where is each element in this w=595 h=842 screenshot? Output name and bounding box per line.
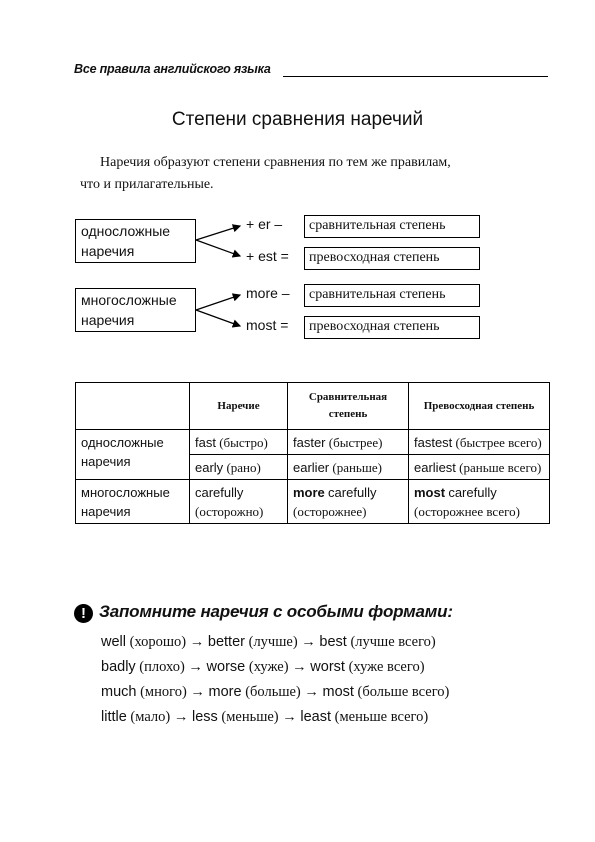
table-header-cell: Сравнительная степень xyxy=(288,383,409,430)
table-group-cell: односложные наречия xyxy=(76,430,190,480)
table-cell-comparative: earlier (раньше) xyxy=(288,455,409,480)
diagram-result-box: превосходная степень xyxy=(304,247,480,270)
remember-title: Запомните наречия с особыми формами: xyxy=(99,602,453,621)
table-row xyxy=(76,430,550,455)
table-header-row xyxy=(76,383,550,430)
list-item: well (хорошо) → better (лучше) → best (лучше всего) xyxy=(101,634,436,650)
exclamation-icon: ! xyxy=(74,604,93,623)
table-cell-comparative: faster (быстрее) xyxy=(288,430,409,455)
diagram-marker: most = xyxy=(246,317,289,333)
table-header-cell: Превосходная степень xyxy=(409,383,550,430)
table-header-cell: Наречие xyxy=(190,383,288,430)
comparison-table xyxy=(75,382,550,524)
list-item: badly (плохо) → worse (хуже) → worst (хуже всего) xyxy=(101,659,425,675)
diagram-marker: + est = xyxy=(246,248,289,264)
table-cell-adverb: fast (быстро) xyxy=(190,430,288,455)
diagram-group-label: односложные xyxy=(81,223,171,239)
intro-line-1: Наречия образуют степени сравнения по тем же правилам, xyxy=(100,155,451,170)
list-item: little (мало) → less (меньше) → least (меньше всего) xyxy=(101,709,429,725)
table-cell-adverb: early (рано) xyxy=(190,455,288,480)
list-item: much (много) → more (больше) → most (больше всего) xyxy=(101,684,450,700)
header-rule xyxy=(283,76,548,77)
running-head: Все правила английского языка xyxy=(74,62,271,76)
table-cell-superlative: most carefully (осторожнее всего) xyxy=(409,480,550,524)
diagram-group-label: наречия xyxy=(81,312,135,328)
diagram-group-box xyxy=(75,219,196,263)
intro-line-2: что и прилагательные. xyxy=(80,177,214,192)
table-header-cell xyxy=(76,383,190,430)
diagram-result-box: сравнительная степень xyxy=(304,215,480,238)
diagram-group-label: наречия xyxy=(81,243,135,259)
table-cell-adverb: carefully (осторожно) xyxy=(190,480,288,524)
table-cell-comparative: more carefully (осторожнее) xyxy=(288,480,409,524)
table-group-cell: многосложные наречия xyxy=(76,480,190,524)
table-row xyxy=(76,480,550,524)
table-cell-superlative: fastest (быстрее всего) xyxy=(409,430,550,455)
diagram-result-box: превосходная степень xyxy=(304,316,480,339)
page-title: Степени сравнения наречий xyxy=(171,109,424,130)
diagram-marker: more – xyxy=(246,285,290,301)
table-cell-superlative: earliest (раньше всего) xyxy=(409,455,550,480)
diagram-group-label: многосложные xyxy=(81,292,177,308)
diagram-result-box: сравнительная степень xyxy=(304,284,480,307)
diagram-group-box xyxy=(75,288,196,332)
intro-paragraph xyxy=(80,152,552,196)
diagram-marker: + er – xyxy=(246,216,283,232)
